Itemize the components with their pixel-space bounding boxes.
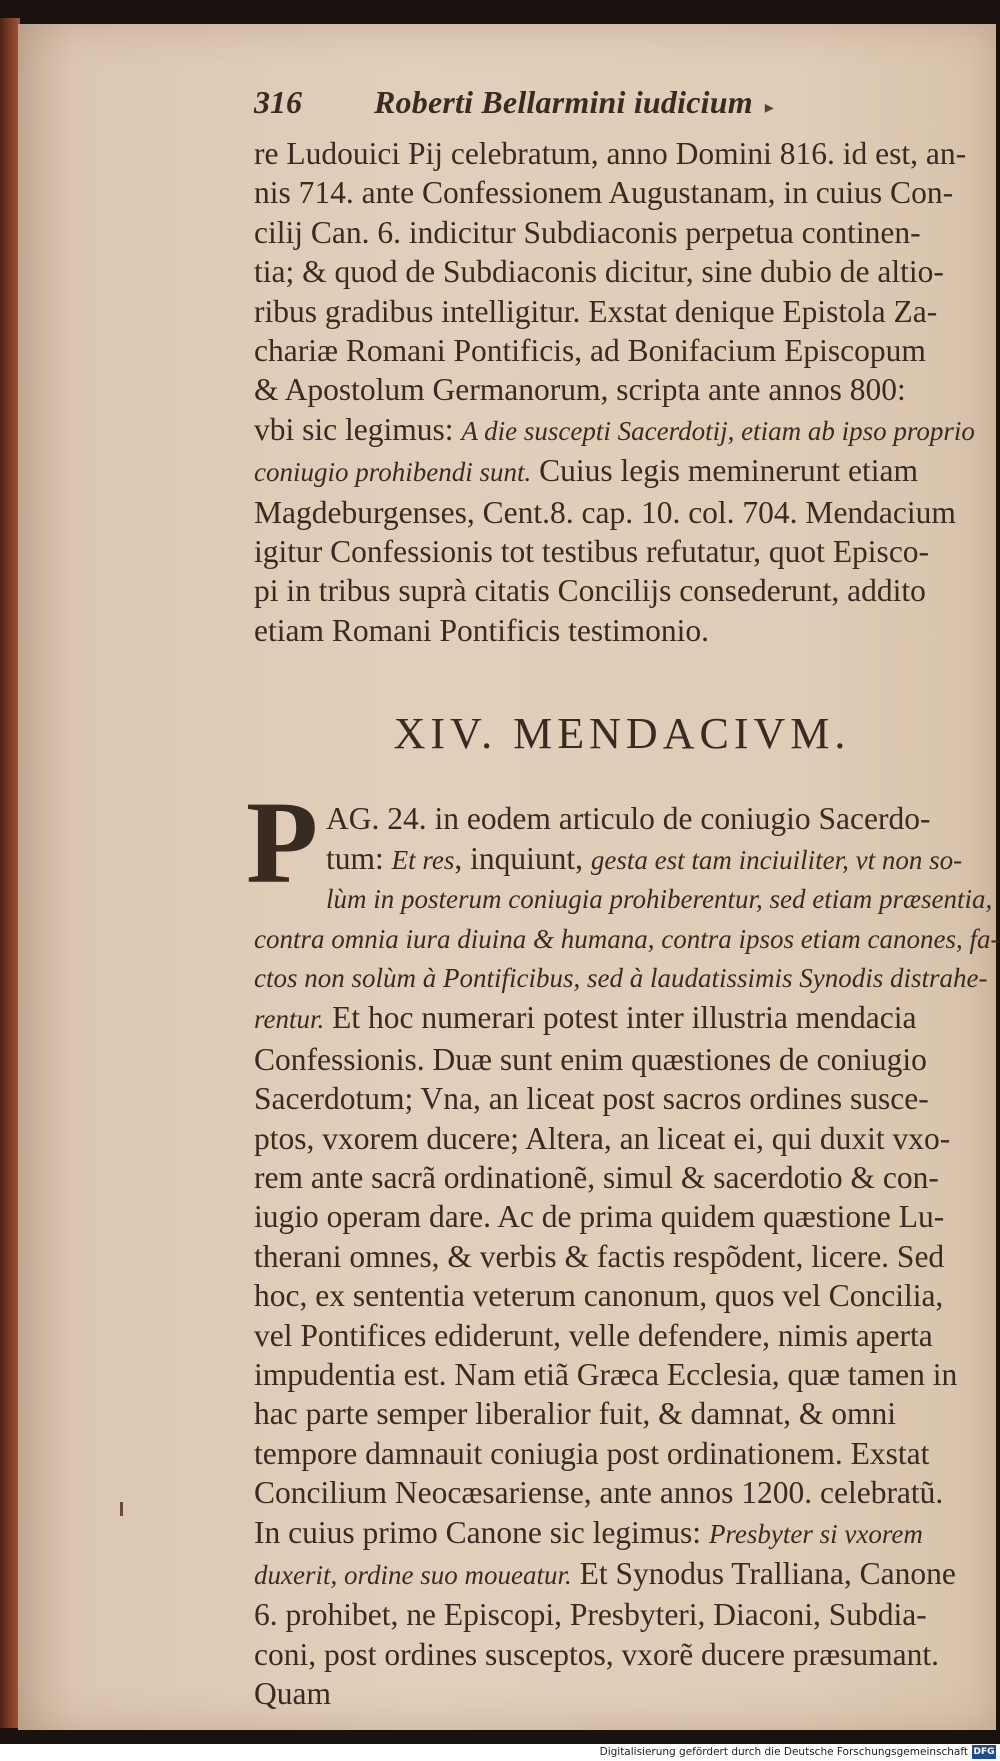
text-segment: Et Synodus Tralliana, Canone: [571, 1556, 956, 1591]
text-line: Sacerdotum; Vna, an liceat post sacros ordines susce-: [254, 1081, 929, 1117]
text-line: AG. 24. in eodem articulo de coniugio Sacerdo-: [326, 801, 931, 837]
text-line: [254, 839, 990, 880]
text-line: ribus gradibus intelligitur. Exstat denique Epistola Za-: [254, 293, 938, 329]
margin-mark: [120, 1502, 123, 1516]
text-segment: Et hoc numerari potest inter illustria mendacia: [324, 1000, 917, 1036]
text-line: igitur Confessionis tot testibus refutatur, quot Episco-: [254, 534, 930, 570]
running-head: Roberti Bellarmini iudicium: [374, 84, 753, 120]
dfg-logo-icon: DFG: [973, 1747, 995, 1757]
paragraph-1: [254, 134, 990, 650]
text-segment: In cuius primo Canone sic legimus:: [254, 1514, 709, 1550]
text-line: pi in tribus suprà citatis Concilijs consederunt, addito: [254, 573, 926, 609]
quotation-italic: Et res: [391, 844, 455, 875]
text-line: chariæ Romani Pontificis, ad Bonifacium Episcopum: [254, 333, 926, 369]
quotation-italic: Presbyter si vxorem: [708, 1518, 923, 1549]
text-line: tia; & quod de Subdiaconis dicitur, sine dubio de altio-: [254, 254, 944, 290]
quotation-italic: duxerit, ordine suo moueatur.: [254, 1560, 572, 1590]
text-line: iugio operam dare. Ac de prima quidem quæstione Lu-: [254, 1199, 945, 1235]
drop-capital: P: [246, 777, 319, 909]
section-title: XIV. MENDACIVM.: [393, 709, 851, 759]
ornament-mark: ▸: [764, 97, 774, 118]
text-line: vel Pontifices ediderunt, velle defendere, nimis aperta: [254, 1317, 933, 1353]
quotation-italic-line: contra omnia iura diuina & humana, contra ipsos etiam canones, fa-: [254, 923, 1000, 954]
page-text-block: [246, 84, 1000, 1714]
quotation-italic: A die suscepti Sacerdotij, etiam ab ipso proprio: [461, 415, 975, 446]
text-segment: tum:: [326, 840, 392, 876]
text-line: rem ante sacrã ordinationẽ, simul & sacerdotio & con-: [254, 1159, 939, 1195]
text-line: coni, post ordines susceptos, vxorẽ ducere præsumant.: [254, 1636, 939, 1672]
quotation-italic-line: lùm in posterum coniugia prohiberentur, sed etiam præsentia,: [326, 884, 993, 915]
digitization-credit: Digitalisierung gefördert durch die Deutsche Forschungsgemeinschaft: [599, 1746, 968, 1758]
text-line: [254, 1513, 990, 1554]
text-segment: Cuius legis meminerunt etiam: [531, 453, 918, 489]
text-line: [254, 410, 990, 451]
text-line: Confessionis. Duæ sunt enim quæstiones de coniugio: [254, 1041, 927, 1077]
text-line: re Ludouici Pij celebratum, anno Domini 816. id est, an-: [254, 136, 967, 171]
text-line: [254, 998, 990, 1039]
text-line: etiam Romani Pontificis testimonio.: [254, 612, 709, 648]
text-line: hoc, ex sententia veterum canonum, quos vel Concilia,: [254, 1278, 944, 1314]
quotation-italic: rentur.: [254, 1004, 325, 1035]
text-line: [254, 1554, 990, 1595]
quotation-italic-line: ctos non solùm à Pontificibus, sed à laudatissimis Synodis distrahe-: [254, 962, 988, 993]
text-line: 6. prohibet, ne Episcopi, Presbyteri, Diaconi, Subdia-: [254, 1597, 927, 1633]
book-page: [18, 24, 1000, 1730]
catchword: Quam: [254, 1676, 331, 1712]
text-line: cilij Can. 6. indicitur Subdiaconis perpetua continen-: [254, 214, 921, 250]
paragraph-2: [246, 777, 1000, 1713]
text-line: tempore damnauit coniugia post ordinationem. Exstat: [254, 1435, 930, 1471]
page-number: 316: [254, 84, 302, 120]
quotation-italic: gesta est tam inciuiliter, vt non so-: [590, 844, 963, 875]
book-edge: [0, 18, 20, 1728]
text-line: therani omnes, & verbis & factis respõdent, licere. Sed: [254, 1238, 945, 1274]
text-line: impudentia est. Nam etiã Græca Ecclesia, quæ tamen in: [254, 1356, 958, 1392]
text-line: ptos, vxorem ducere; Altera, an liceat ei, qui duxit vxo-: [254, 1120, 951, 1156]
text-line: hac parte semper liberalior fuit, & damnat, & omni: [254, 1396, 897, 1432]
text-segment: , inquiunt,: [454, 840, 591, 876]
page-header: [254, 84, 990, 134]
text-line: Concilium Neocæsariense, ante annos 1200. celebratũ.: [254, 1475, 944, 1511]
text-line: & Apostolum Germanorum, scripta ante annos 800:: [254, 372, 906, 408]
text-segment: vbi sic legimus:: [254, 411, 462, 447]
text-line: [254, 451, 990, 492]
quotation-italic: coniugio prohibendi sunt.: [254, 457, 532, 488]
text-line: nis 714. ante Confessionem Augustanam, in cuius Con-: [254, 175, 954, 211]
text-line: Magdeburgenses, Cent.8. cap. 10. col. 704. Mendacium: [254, 494, 956, 530]
